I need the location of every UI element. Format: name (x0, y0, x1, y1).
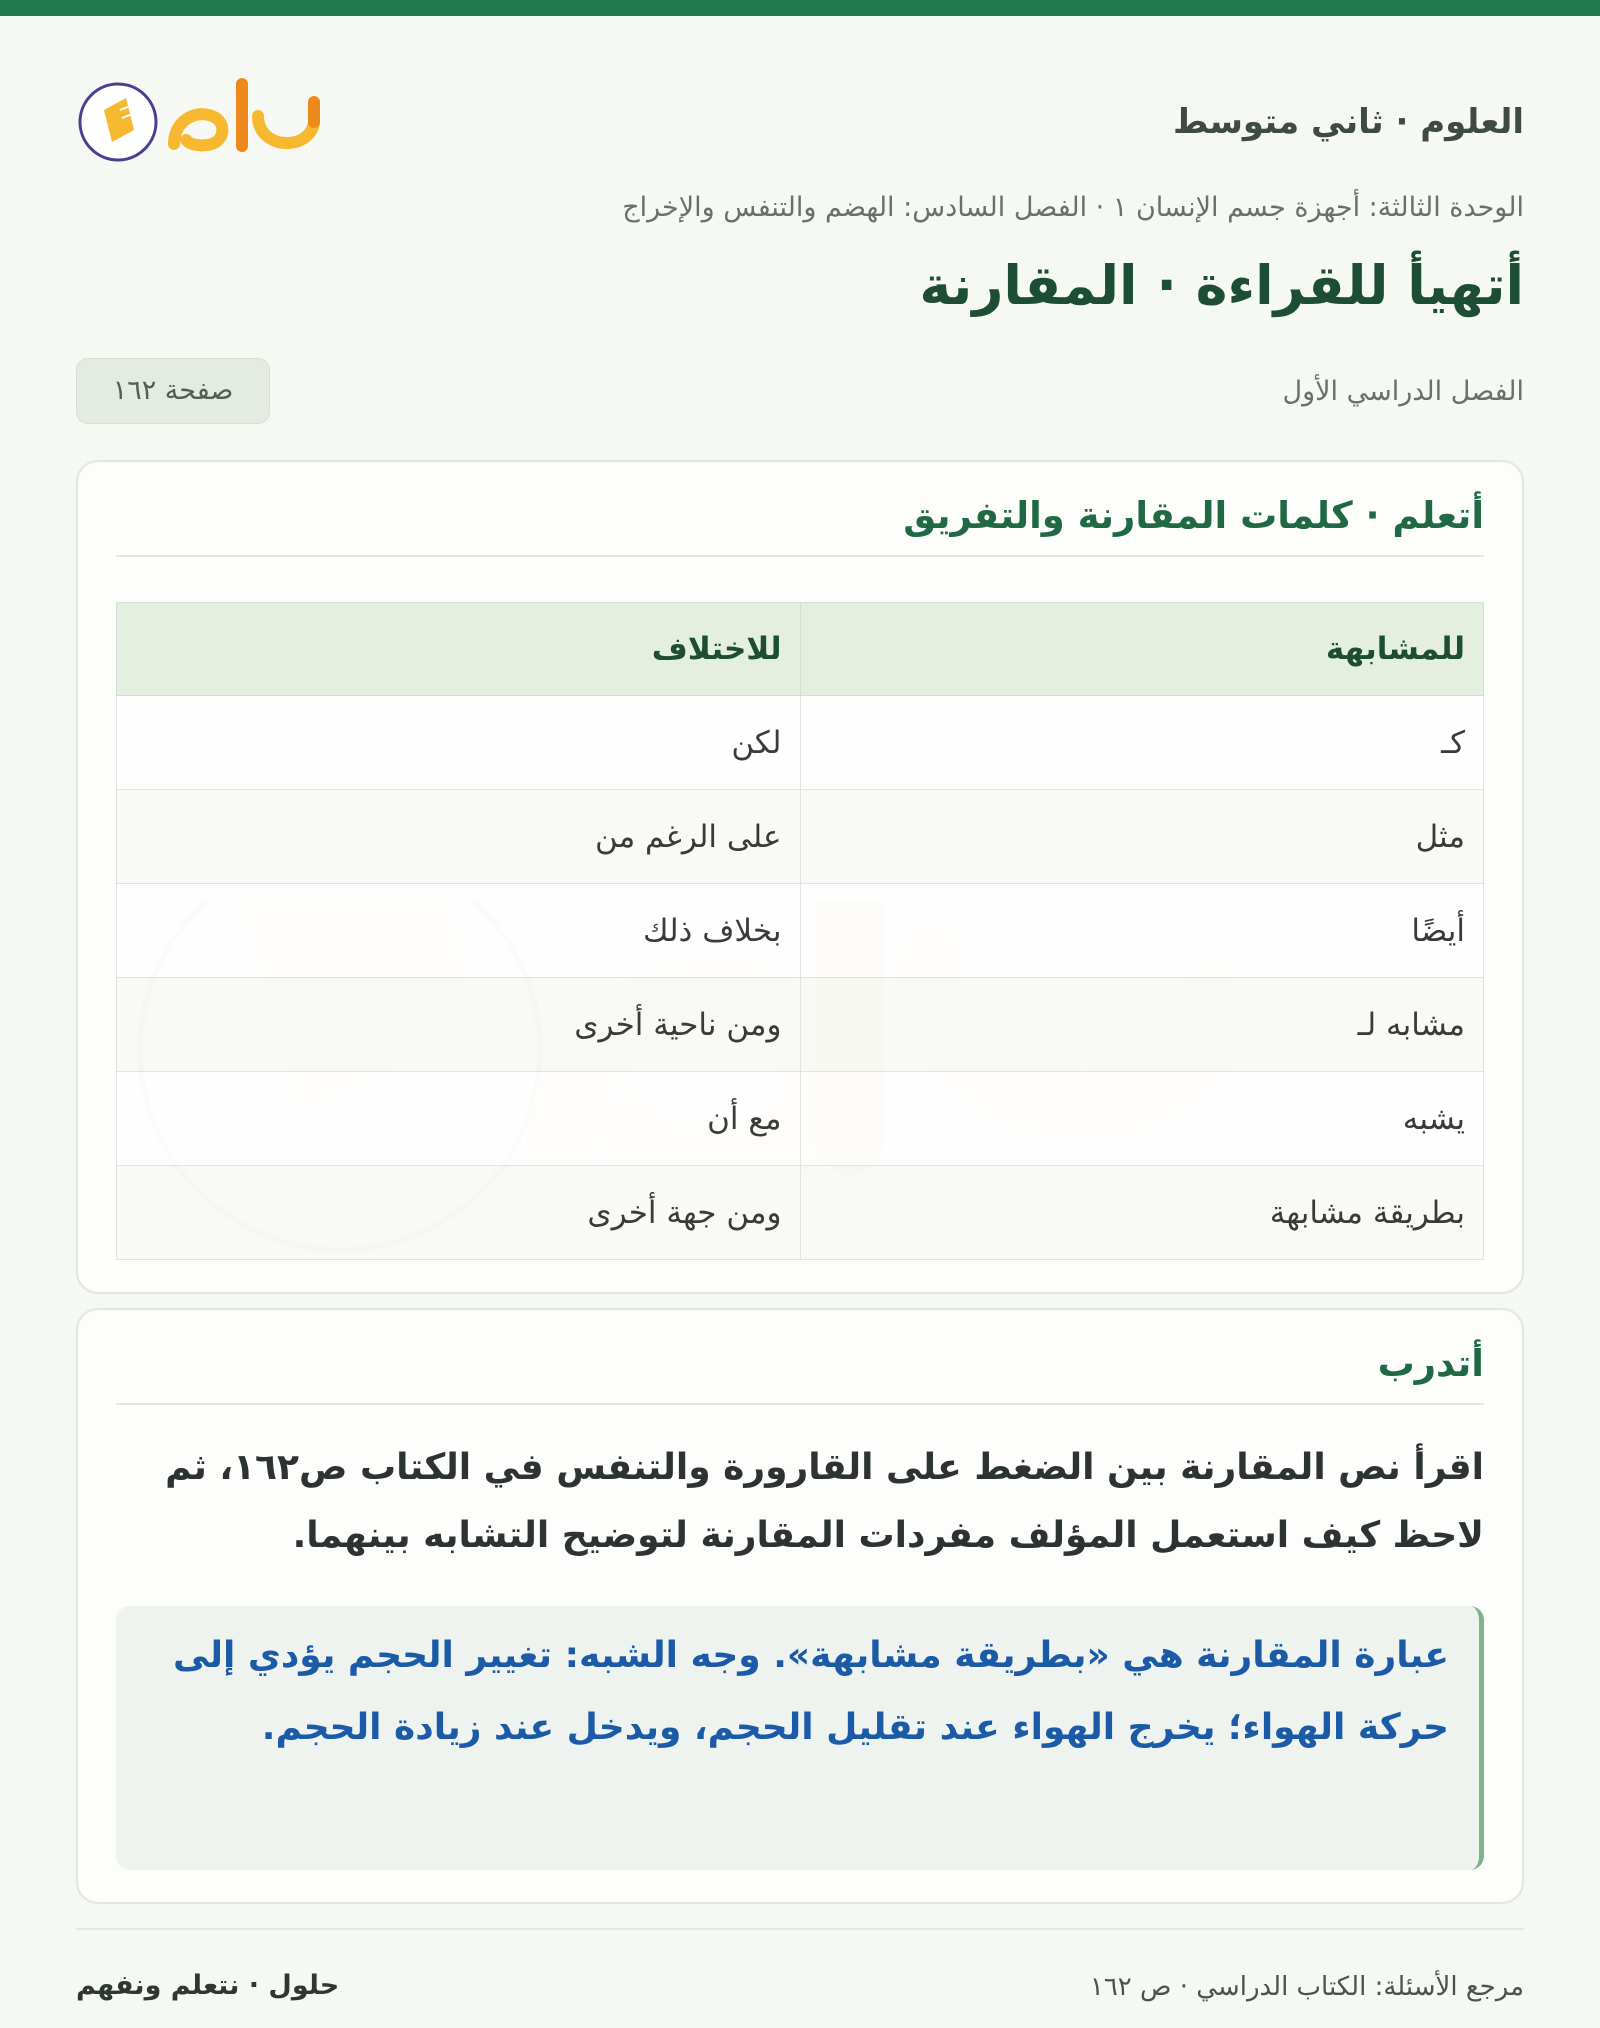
subject-label: العلوم · ثاني متوسط (1173, 102, 1524, 142)
comparison-words-table (116, 602, 1484, 1260)
difference-word: ومن ناحية أخرى (117, 978, 801, 1072)
footer-reference: مرجع الأسئلة: الكتاب الدراسي · ص ١٦٢ (1089, 1972, 1524, 2002)
similarity-column-header: للمشابهة (800, 603, 1484, 696)
similarity-word: مثل (800, 790, 1484, 884)
breadcrumb: الوحدة الثالثة: أجهزة جسم الإنسان ١ · الفصل السادس: الهضم والتنفس والإخراج (622, 192, 1524, 223)
similarity-word: بطريقة مشابهة (800, 1166, 1484, 1260)
similarity-word: مشابه لـ (800, 978, 1484, 1072)
practice-section-title: أتدرب (116, 1342, 1484, 1405)
table-row (117, 978, 1484, 1072)
page-content (76, 16, 1524, 2028)
difference-word: مع أن (117, 1072, 801, 1166)
table-row (117, 790, 1484, 884)
footer-divider (76, 1928, 1524, 1930)
difference-word: بخلاف ذلك (117, 884, 801, 978)
similarity-word: يشبه (800, 1072, 1484, 1166)
difference-word: على الرغم من (117, 790, 801, 884)
answer-box: عبارة المقارنة هي «بطريقة مشابهة». وجه الشبه: تغيير الحجم يؤدي إلى حركة الهواء؛ يخرج الهواء عند تقليل الحجم، ويدخل عند زيادة الحجم. (116, 1606, 1484, 1870)
footer-brand: حلول · نتعلم ونفهم (76, 1970, 340, 2001)
top-accent-bar (0, 0, 1600, 16)
similarity-word: أيضًا (800, 884, 1484, 978)
difference-word: ومن جهة أخرى (117, 1166, 801, 1260)
difference-column-header: للاختلاف (117, 603, 801, 696)
table-row (117, 1072, 1484, 1166)
semester-label: الفصل الدراسي الأول (1282, 376, 1524, 407)
table-row (117, 1166, 1484, 1260)
practice-card (76, 1308, 1524, 1904)
similarity-word: كـ (800, 696, 1484, 790)
page-number-badge: صفحة ١٦٢ (76, 358, 270, 424)
hulul-logo[interactable] (76, 72, 336, 172)
learn-card (76, 460, 1524, 1294)
page-header (76, 52, 1524, 162)
table-header-row (117, 603, 1484, 696)
table-row (117, 696, 1484, 790)
learn-section-title: أتعلم · كلمات المقارنة والتفريق (116, 494, 1484, 557)
table-row (117, 884, 1484, 978)
page-title: أتهيأ للقراءة · المقارنة (919, 254, 1524, 317)
difference-word: لكن (117, 696, 801, 790)
practice-instruction: اقرأ نص المقارنة بين الضغط على القارورة والتنفس في الكتاب ص١٦٢، ثم لاحظ كيف استعمل المؤلف مفردات المقارنة لتوضيح التشابه بينهما. (165, 1447, 1484, 1556)
